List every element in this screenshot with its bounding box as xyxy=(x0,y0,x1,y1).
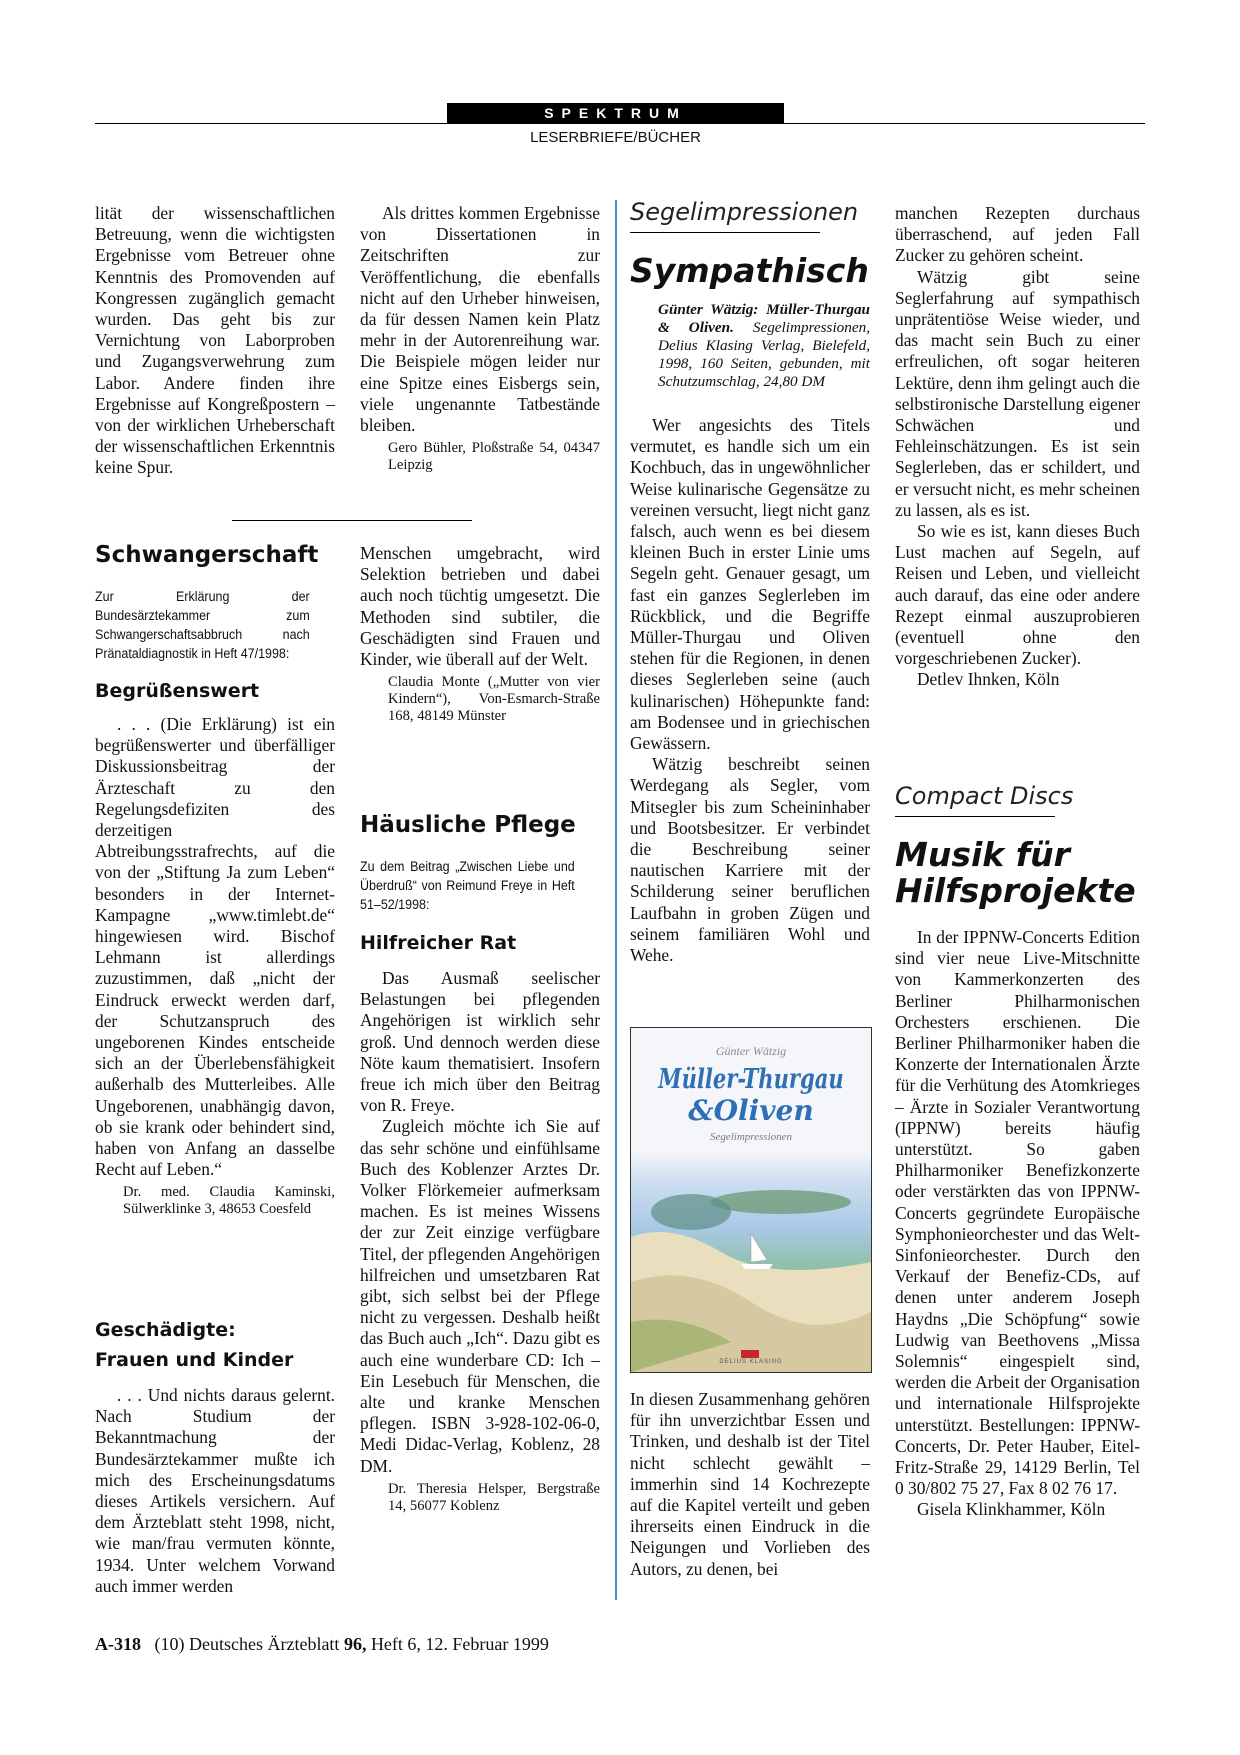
header-rule xyxy=(95,123,1145,124)
cover-title-line1: Müller-Thurgau xyxy=(658,1064,844,1095)
kicker-rule xyxy=(630,232,820,233)
kicker: Compact Discs xyxy=(895,782,1074,810)
col2-top-letter: Als drittes kommen Ergebnisse von Dissertationen in Zeitschriften zur Veröffentlichung, die ebenfalls nicht auf den Urheber hinweisen, da für dessen Namen kein Platz mehr in der Autorenreihung war. Die Beispiele mögen leider nur eine Spitze eines Eisbergs sein, viele ungenannte Tatbestände bleiben. Gero Bühler, Ploßstraße 54, 04347 Leipzig xyxy=(360,203,600,474)
kicker-rule xyxy=(895,816,1055,817)
review-title-line1: Musik für xyxy=(895,835,1070,874)
signature: Dr. Theresia Helsper, Bergstraße 14, 56077 Koblenz xyxy=(388,1480,600,1514)
section-intro: Zu dem Beitrag „Zwischen Liebe und Überdruß“ von Reimund Freye in Heft 51–52/1998: xyxy=(360,859,575,913)
signature: Detlev Ihnken, Köln xyxy=(917,669,1060,690)
section-title: Häusliche Pflege xyxy=(360,812,576,838)
col1-top-text: lität der wissenschaftlichen Betreuung, wenn die wichtigsten Ergebnisse vom Betreuer ohne Kenntnis des Promovenden auf Kongressen zugänglich gemacht wurden. Das geht bis zur Vernichtung von Laborproben und Zugangsverwehrung zum Labor. Andere finden ihre Ergebnisse auf Kongreßpostern – von der wirklichen Urheberschaft der wissenschaftlichen Erkenntnis keine Spur. xyxy=(95,203,335,478)
signature: Claudia Monte („Mutter von vier Kindern“), Von-Esmarch-Straße 168, 48149 Münster xyxy=(388,674,600,725)
letter-body: Das Ausmaß seelischer Belastungen bei pflegenden Angehörigen ist wirklich sehr groß. Und dennoch werden diese Nöte kaum thematisiert. Insofern freue ich mich über den Beitrag von R. Freye. Zugleich möchte ich Sie auf das sehr schöne und einfühlsame Buch des Koblenzer Arztes Dr. Volker Flörkemeier aufmerksam machen. Es ist meines Wissens der zur Zeit einzige verfügbare Titel, der pflegenden Angehörigen hilfreichen und umsetzbaren Rat gibt, sich selbst bei der Pflege nicht zu vergessen. Deshalb heißt das Buch auch „Ich“. Dazu gibt es auch eine wunderbare CD: Ich – Ein Lesebuch für Menschen, die alte und kranke Menschen pflegen. ISBN 3-928-102-06-0, Medi Didac-Verlag, Koblenz, 28 DM. xyxy=(360,968,600,1476)
cd-review xyxy=(895,782,1140,1521)
cover-author: Günter Wätzig xyxy=(715,1044,787,1058)
book-reference: Günter Wätzig: Müller-Thurgau & Oliven. Segelimpressionen, Delius Klasing Verlag, Bielefeld, 1998, 160 Seiten, gebunden, mit Schutzumschlag, 24,80 DM xyxy=(658,301,870,390)
signature: Dr. med. Claudia Kaminski, Sülwerklinke 3, 48653 Coesfeld xyxy=(123,1184,335,1218)
separator-rule xyxy=(232,520,472,521)
segel-review xyxy=(630,198,870,966)
review-body: In der IPPNW-Concerts Edition sind vier neue Live-Mitschnitte von Kammerkonzerten des Berliner Philharmonischen Orchesters erschienen. Die Berliner Philharmoniker haben die Konzerte der Internationalen Ärzte für die Verhütung des Atomkrieges – Ärzte in Sozialer Verantwortung (IPPNW) bereits häufig unterstützt. So gaben Philharmoniker Benefizkonzerte oder verstärkten das von IPPNW-Concerts gegründete Europäische Symphonieorchester und das Welt-Sinfonieorchester. Durch den Verkauf der Benefiz-CDs, auf denen unter anderem Joseph Haydns „Die Schöpfung“ sowie Ludwig van Beethovens „Missa Solemnis“ eingespielt sind, werden die Arbeit der Organisation und internationale Hilfsprojekte unterstützt. Bestellungen: IPPNW-Concerts, Dr. Peter Hauber, Eitel-Fritz-Straße 29, 14129 Berlin, Tel 0 30/802 75 27, Fax 8 02 76 17. Gisela Klinkhammer, Köln xyxy=(895,927,1141,1520)
letter-body: . . . (Die Erklärung) ist ein begrüßenswerter und überfälliger Diskussionsbeitrag der Ärzteschaft zu den Regelungsdefiziten des derzeitigen Abtreibungsstrafrechts, auf die von der „Stiftung Ja zum Leben“ besonders in der Internet-Kampagne „www.timlebt.de“ hingewiesen wird. Bischof Lehmann ist allerdings zuzustimmen, daß „nicht der Eindruck erweckt werden darf, der Schutzanspruch des ungeborenen Kindes entscheide sich an der Überlebensfähigkeit außerhalb des Mutterleibes. Alle Ungeborenen, unabhängig davon, ob sie krank oder behindert sind, haben von Anfang an dasselbe Recht auf Leben.“ xyxy=(95,714,335,1180)
accent-rule xyxy=(615,200,617,1600)
letter-title: Hilfreicher Rat xyxy=(360,932,517,954)
pflege-section xyxy=(360,810,600,1515)
cover-publisher: DELIUS KLASING xyxy=(719,1359,783,1365)
cover-title-line2: &Oliven xyxy=(688,1094,814,1127)
watercolor-illustration xyxy=(631,1142,871,1372)
kicker: Segelimpressionen xyxy=(630,198,859,226)
signature: Gisela Klinkhammer, Köln xyxy=(917,1499,1106,1520)
page-footer: A-318 (10) Deutsches Ärzteblatt 96, Heft 6, 12. Februar 1999 xyxy=(95,1634,549,1654)
letter-title: Begrüßenswert xyxy=(95,680,260,702)
schwangerschaft-section xyxy=(95,540,335,1218)
review-title: Sympathisch xyxy=(630,251,869,290)
cover-subtitle: Segelimpressionen xyxy=(709,1131,793,1143)
section-tag: SPEKTRUM xyxy=(447,103,784,123)
letter-geschaedigte xyxy=(95,1315,335,1597)
segel-review-continued: In diesen Zusammenhang gehören für ihn unverzichtbar Essen und Trinken, und deshalb ist der Titel nicht schlecht gewählt – immerhin sind 14 Kochrezepte auf die Kapitel verteilt und geben ihrerseits einen Eindruck in die Neigungen und Vorlieben des Autors, zu denen, bei xyxy=(630,1389,870,1579)
section-title: Schwangerschaft xyxy=(95,542,319,568)
section-intro: Zur Erklärung der Bundesärztekammer zum Schwangerschaftsabbruch nach Pränataldiagnostik in Heft 47/1998: xyxy=(95,589,310,662)
publisher-logo-icon xyxy=(741,1350,759,1358)
signature: Gero Bühler, Ploßstraße 54, 04347 Leipzig xyxy=(388,440,600,474)
review-title-line2: Hilfsprojekte xyxy=(895,871,1136,910)
segel-review-col4: manchen Rezepten durchaus überraschend, auf jeden Fall Zucker zu gehören scheint. Wätzig gibt seine Seglerfahrung auf sympathisch unprätentiöse Weise wieder, und das macht sein Buch zu einer erfreulichen, oft sogar heiteren Lektüre, denn ihm gelingt auch die selbstironische Darstellung eigener Schwächen und Fehleinschätzungen. Es ist sein Seglerleben, das er schildert, und er versucht nicht, es mehr scheinen zu lassen, als es ist. So wie es ist, kann dieses Buch Lust machen auf Segeln, auf Reisen und Leben, und vielleicht auch darauf, das eine oder andere Rezept einmal auszuprobieren (eventuell ohne den vorgeschriebenen Zucker). Detlev Ihnken, Köln xyxy=(895,203,1140,690)
letter-title-line1: Geschädigte: xyxy=(95,1319,236,1341)
subsection-label: LESERBRIEFE/BÜCHER xyxy=(530,129,701,146)
book-cover-image xyxy=(630,1027,872,1373)
letter-continuation: Menschen umgebracht, wird Selektion betrieben und dabei auch noch tüchtig umgesetzt. Die Methoden sind subtiler, die Geschädigten sind Frauen und Kinder, wie überall auf der Welt. Claudia Monte („Mutter von vier Kindern“), Von-Esmarch-Straße 168, 48149 Münster xyxy=(360,543,600,725)
review-body: Wer angesichts des Titels vermutet, es handle sich um ein Kochbuch, das in ungewöhnlicher Weise kulinarische Gegensätze zu vereinen versucht, liegt nicht ganz falsch, auch wenn es bei diesem kleinen Buch in erster Linie ums Segeln geht. Genauer gesagt, um fast ein ganzes Seglerleben im Rückblick, und die Begriffe Müller-Thurgau und Oliven stehen für die Regionen, in denen dieses Seglerleben seine (auch kulinarischen) Höhepunkte fand: am Bodensee und in griechischen Gewässern. Wätzig beschreibt seinen Werdegang als Segler, vom Mitsegler bis zum Scheininhaber und Bootsbesitzer. Er verbindet die Beschreibung seiner nautischen Karriere mit der Schilderung seiner beruflichen Laufbahn in groben Zügen und seinem familiären Wohl und Wehe. xyxy=(630,415,870,966)
page-number: A-318 xyxy=(95,1634,141,1654)
letter-title-line2: Frauen und Kinder xyxy=(95,1349,294,1371)
letter-body: . . . Und nichts daraus gelernt. Nach Studium der Bekanntmachung der Bundesärztekammer mußte ich mich des Erscheinungsdatums dieses Artikels versichern. Auf dem Ärzteblatt steht 1998, nicht, wie man/frau vermuten könnte, 1934. Unter welchem Vorwand auch immer werden xyxy=(95,1385,335,1596)
